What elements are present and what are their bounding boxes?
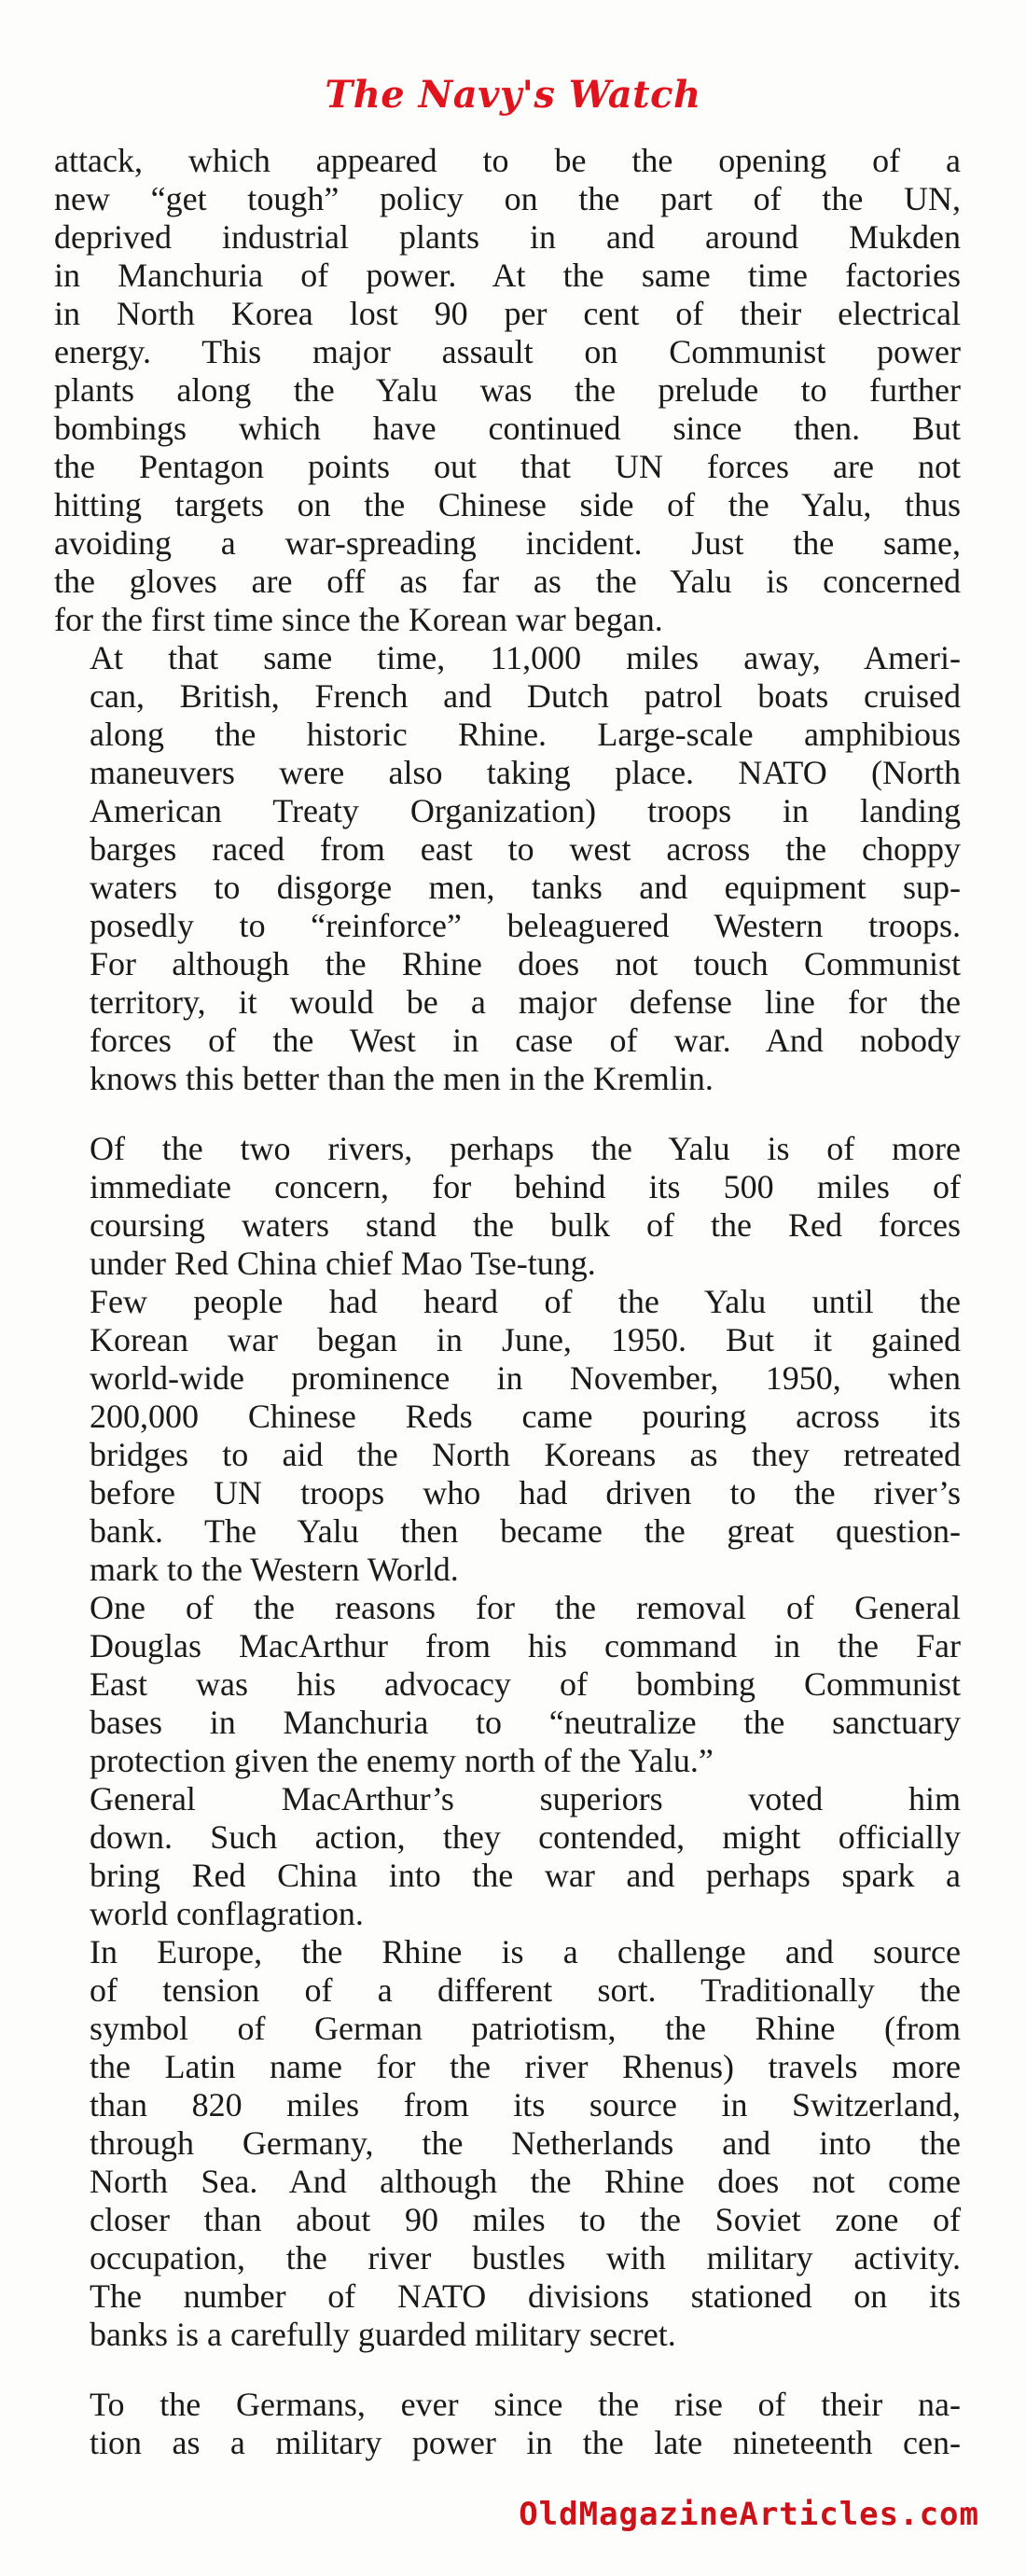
article-body bbox=[54, 142, 961, 2462]
text-line: down. Such action, they contended, might officially bbox=[90, 1818, 961, 1856]
paragraph-rhine-patrol bbox=[54, 639, 961, 1098]
text-line: Korean war began in June, 1950. But it gained bbox=[90, 1321, 961, 1358]
text-line: closer than about 90 miles to the Soviet zone of bbox=[90, 2201, 961, 2238]
text-line: along the historic Rhine. Large-scale amphibious bbox=[90, 716, 961, 753]
text-line: forces of the West in case of war. And nobody bbox=[90, 1022, 961, 1059]
text-line: At that same time, 11,000 miles away, Ameri- bbox=[90, 639, 961, 676]
text-line: bring Red China into the war and perhaps spark a bbox=[90, 1857, 961, 1894]
paragraph-yalu-attack bbox=[54, 142, 961, 639]
text-line: One of the reasons for the removal of General bbox=[90, 1589, 961, 1626]
text-line: for the first time since the Korean war began. bbox=[54, 601, 663, 638]
text-line: the Latin name for the river Rhenus) travels more bbox=[90, 2048, 961, 2085]
text-line: Douglas MacArthur from his command in the Far bbox=[90, 1627, 961, 1664]
text-line: posedly to “reinforce” beleaguered Western troops. bbox=[90, 907, 961, 944]
text-line: territory, it would be a major defense line for the bbox=[90, 983, 961, 1021]
text-line: North Sea. And although the Rhine does not come bbox=[90, 2163, 961, 2200]
text-line: barges raced from east to west across the choppy bbox=[90, 830, 961, 868]
text-line: East was his advocacy of bombing Communist bbox=[90, 1665, 961, 1703]
text-line: the Pentagon points out that UN forces are not bbox=[54, 448, 961, 485]
text-line: before UN troops who had driven to the river’s bbox=[90, 1474, 961, 1511]
paragraph-germans bbox=[54, 2386, 961, 2462]
text-line: The number of NATO divisions stationed on its bbox=[90, 2277, 961, 2315]
paragraph-korean-war bbox=[54, 1283, 961, 1589]
text-line: world-wide prominence in November, 1950, when bbox=[90, 1359, 961, 1397]
text-line: protection given the enemy north of the Yalu.” bbox=[90, 1742, 714, 1779]
text-line: bridges to aid the North Koreans as they retreated bbox=[90, 1436, 961, 1473]
text-line: through Germany, the Netherlands and into the bbox=[90, 2124, 961, 2162]
site-watermark: OldMagazineArticles.com bbox=[519, 2496, 979, 2533]
text-line: mark to the Western World. bbox=[90, 1551, 459, 1588]
text-line: immediate concern, for behind its 500 miles of bbox=[90, 1168, 961, 1205]
text-line: can, British, French and Dutch patrol boats cruised bbox=[90, 677, 961, 715]
paragraph-macarthur-superiors bbox=[54, 1780, 961, 1933]
text-line: symbol of German patriotism, the Rhine (from bbox=[90, 2010, 961, 2047]
text-line: new “get tough” policy on the part of the UN, bbox=[54, 180, 961, 217]
article-title: The Navy's Watch bbox=[325, 73, 701, 117]
text-line: American Treaty Organization) troops in landing bbox=[90, 792, 961, 829]
text-line: waters to disgorge men, tanks and equipment sup- bbox=[90, 869, 961, 906]
text-line: tion as a military power in the late nineteenth cen- bbox=[90, 2424, 961, 2461]
text-line: 200,000 Chinese Reds came pouring across its bbox=[90, 1398, 961, 1435]
text-line: In Europe, the Rhine is a challenge and source bbox=[90, 1933, 961, 1970]
text-line: hitting targets on the Chinese side of the Yalu, thus bbox=[54, 486, 961, 523]
text-line: Of the two rivers, perhaps the Yalu is of more bbox=[90, 1130, 961, 1167]
text-line: energy. This major assault on Communist power bbox=[54, 333, 961, 370]
text-line: bank. The Yalu then became the great question- bbox=[90, 1512, 961, 1550]
text-line: coursing waters stand the bulk of the Red forces bbox=[90, 1206, 961, 1244]
text-line: Few people had heard of the Yalu until the bbox=[90, 1283, 961, 1320]
text-line: To the Germans, ever since the rise of their na- bbox=[90, 2386, 961, 2423]
text-line: plants along the Yalu was the prelude to further bbox=[54, 371, 961, 409]
paragraph-rhine-europe bbox=[54, 1933, 961, 2354]
text-line: in North Korea lost 90 per cent of their electrical bbox=[54, 295, 961, 332]
text-line: attack, which appeared to be the opening of a bbox=[54, 142, 961, 179]
text-line: General MacArthur’s superiors voted him bbox=[90, 1780, 961, 1817]
text-line: of tension of a different sort. Traditionally the bbox=[90, 1971, 961, 2009]
text-line: in Manchuria of power. At the same time factories bbox=[54, 257, 961, 294]
text-line: bombings which have continued since then. But bbox=[54, 410, 961, 447]
text-line: occupation, the river bustles with military activity. bbox=[90, 2239, 961, 2277]
text-line: the gloves are off as far as the Yalu is concerned bbox=[54, 563, 961, 600]
text-line: bases in Manchuria to “neutralize the sanctuary bbox=[90, 1704, 961, 1741]
paragraph-two-rivers bbox=[54, 1130, 961, 1283]
text-line: under Red China chief Mao Tse-tung. bbox=[90, 1245, 596, 1282]
text-line: banks is a carefully guarded military secret. bbox=[90, 2316, 676, 2353]
text-line: knows this better than the men in the Kremlin. bbox=[90, 1060, 714, 1097]
text-line: For although the Rhine does not touch Communist bbox=[90, 945, 961, 982]
text-line: maneuvers were also taking place. NATO (North bbox=[90, 754, 961, 791]
text-line: deprived industrial plants in and around Mukden bbox=[54, 218, 961, 256]
paragraph-macarthur-removal bbox=[54, 1589, 961, 1780]
text-line: world conflagration. bbox=[90, 1895, 364, 1932]
text-line: than 820 miles from its source in Switzerland, bbox=[90, 2086, 961, 2123]
text-line: avoiding a war-spreading incident. Just the same, bbox=[54, 524, 961, 562]
